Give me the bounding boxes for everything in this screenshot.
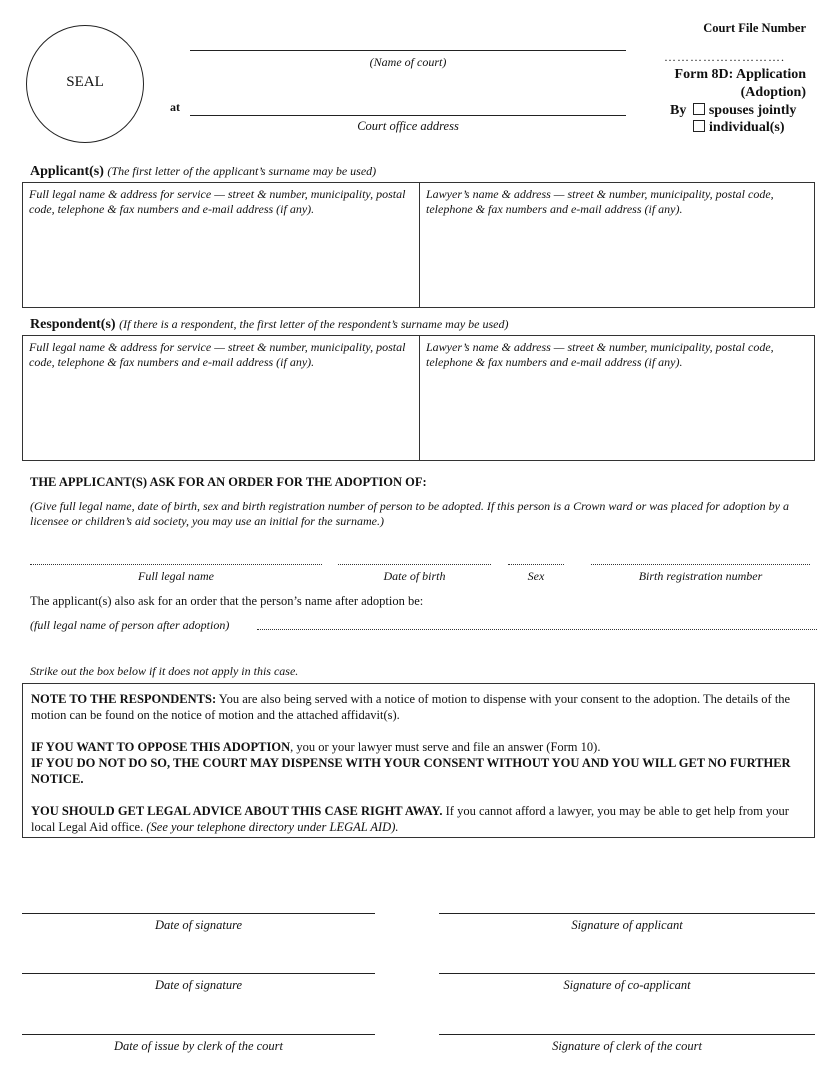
note-to-respondents-box: [22, 683, 815, 838]
signature-applicant-line[interactable]: [439, 913, 815, 914]
note-p1-text: You are also being served with a notice of motion to dispense with your consent to the adoption. The details of the motion can be found on the notice of motion and the attached affidavit(s).: [31, 692, 791, 722]
seal-circle: [26, 25, 144, 143]
spouses-jointly-label: spouses jointly: [708, 103, 797, 118]
note-p2-text: , you or your lawyer must serve and file an answer (Form 10).: [290, 740, 601, 754]
strike-instruction: Strike out the box below if it does not apply in this case.: [30, 664, 299, 678]
full-legal-name-caption: Full legal name: [138, 569, 214, 583]
respondents-subtitle: (If there is a respondent, the first letter of the respondent’s surname may be used): [119, 317, 509, 331]
sex-field[interactable]: [508, 564, 564, 565]
signature-co-applicant-caption: Signature of co-applicant: [563, 978, 691, 992]
birth-registration-caption: Birth registration number: [638, 569, 763, 583]
form-title: Form 8D: Application: [674, 67, 806, 82]
sex-caption: Sex: [527, 569, 545, 583]
applicants-table: [22, 182, 815, 308]
applicants-subtitle: (The first letter of the applicant’s surname may be used): [107, 164, 377, 178]
respondent-lawyer-cell[interactable]: Lawyer’s name & address — street & number, municipality, postal code, telephone & fax numbers and e-mail address (if any).: [426, 340, 774, 369]
date-of-signature-1-caption: Date of signature: [154, 918, 243, 932]
court-name-caption: (Name of court): [369, 55, 447, 69]
signature-applicant-caption: Signature of applicant: [571, 918, 683, 932]
note-p4-bold: YOU SHOULD GET LEGAL ADVICE ABOUT THIS CASE RIGHT AWAY.: [31, 804, 443, 818]
signature-co-applicant-line[interactable]: [439, 973, 815, 974]
note-paragraph-4: [31, 803, 806, 835]
order-instructions: (Give full legal name, date of birth, sex and birth registration number of person to be adopted. If this person is a Crown ward or was placed for adoption by a licensee or children’s aid society, you may use an initial for the surname.): [30, 499, 789, 528]
date-of-birth-field[interactable]: [338, 564, 491, 565]
applicants-heading: [30, 164, 376, 180]
at-label: at: [170, 100, 180, 114]
date-of-issue-caption: Date of issue by clerk of the court: [113, 1039, 284, 1053]
individual-label: individual(s): [709, 120, 785, 135]
note-p1-bold: NOTE TO THE RESPONDENTS:: [31, 692, 217, 706]
date-of-signature-1-line[interactable]: [22, 913, 375, 914]
court-name-line[interactable]: [190, 50, 626, 51]
individual-option: [693, 120, 784, 136]
note-paragraph-3: IF YOU DO NOT DO SO, THE COURT MAY DISPENSE WITH YOUR CONSENT WITHOUT YOU AND YOU WILL GET NO FURTHER NOTICE.: [31, 756, 791, 786]
court-file-number-field[interactable]: ……………………….: [664, 50, 785, 64]
court-address-caption: Court office address: [357, 119, 459, 133]
signature-clerk-caption: Signature of clerk of the court: [552, 1039, 702, 1053]
respondents-title: Respondent(s): [30, 317, 116, 332]
date-of-signature-2-caption: Date of signature: [154, 978, 243, 992]
seal-label: SEAL: [66, 74, 104, 90]
individual-checkbox[interactable]: [693, 120, 705, 132]
note-p4-text: If you cannot afford a lawyer, you may be able to get help from your local Legal Aid office.: [31, 804, 789, 834]
name-after-field[interactable]: [257, 629, 817, 630]
spouses-jointly-checkbox[interactable]: [693, 103, 705, 115]
date-of-birth-caption: Date of birth: [383, 569, 446, 583]
date-of-signature-2-line[interactable]: [22, 973, 375, 974]
court-file-number-label: Court File Number: [703, 21, 806, 35]
note-paragraph-1: [31, 691, 806, 723]
court-address-line[interactable]: [190, 115, 626, 116]
by-options: [670, 103, 796, 119]
note-p4-italic: (See your telephone directory under LEGAL AID).: [146, 820, 399, 834]
respondent-info-cell[interactable]: Full legal name & address for service — street & number, municipality, postal code, telephone & fax numbers and e-mail address (if any).: [23, 336, 420, 460]
order-heading: THE APPLICANT(S) ASK FOR AN ORDER FOR THE ADOPTION OF:: [30, 475, 427, 489]
note-p2-bold: IF YOU WANT TO OPPOSE THIS ADOPTION: [31, 740, 291, 754]
birth-registration-field[interactable]: [591, 564, 810, 565]
by-label: By: [670, 103, 687, 118]
form-subtitle: (Adoption): [740, 85, 806, 100]
applicants-title: Applicant(s): [30, 164, 104, 179]
name-after-label: (full legal name of person after adoption): [30, 618, 230, 632]
date-of-issue-line[interactable]: [22, 1034, 375, 1035]
applicant-lawyer-cell[interactable]: Lawyer’s name & address — street & number, municipality, postal code, telephone & fax numbers and e-mail address (if any).: [426, 187, 774, 216]
note-paragraph-2: [31, 739, 806, 755]
signature-clerk-line[interactable]: [439, 1034, 815, 1035]
respondents-table: [22, 335, 815, 461]
respondents-heading: [30, 317, 508, 333]
name-after-intro: The applicant(s) also ask for an order that the person’s name after adoption be:: [30, 594, 424, 608]
full-legal-name-field[interactable]: [30, 564, 322, 565]
applicant-info-cell[interactable]: Full legal name & address for service — street & number, municipality, postal code, telephone & fax numbers and e-mail address (if any).: [23, 183, 420, 307]
